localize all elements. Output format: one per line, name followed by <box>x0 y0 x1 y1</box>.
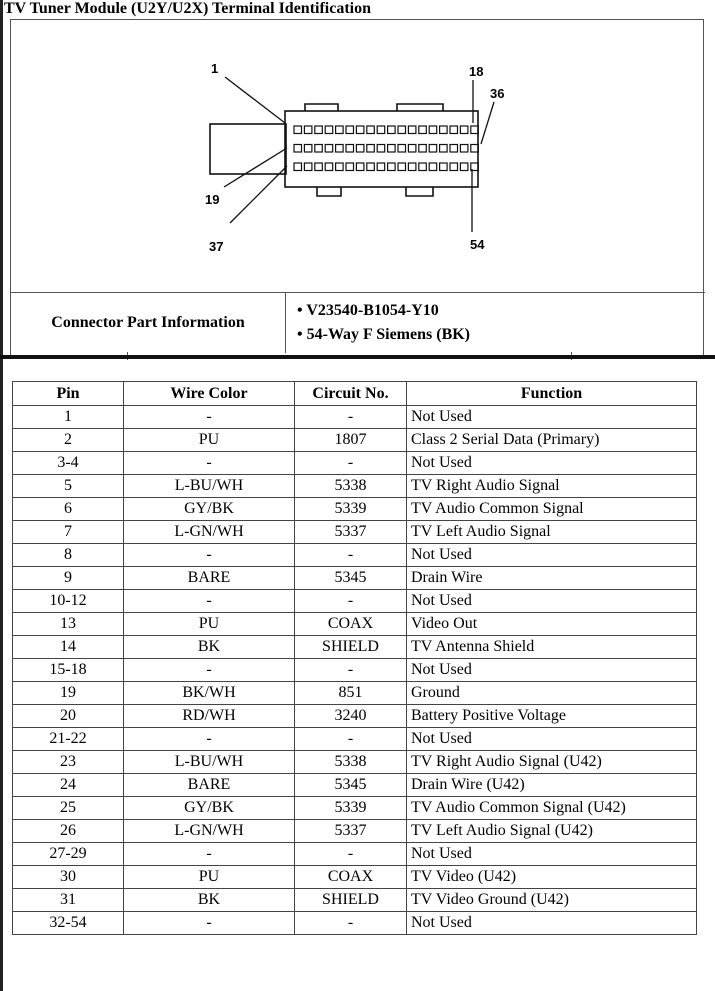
table-row <box>13 889 697 912</box>
cell-circuit-no: 1807 <box>295 429 407 452</box>
cell-wire-color: PU <box>124 613 295 636</box>
cell-circuit-no: COAX <box>295 613 407 636</box>
connector-latch <box>210 124 286 174</box>
cell-function: TV Right Audio Signal <box>407 475 697 498</box>
cell-circuit-no: 5337 <box>295 820 407 843</box>
cell-wire-color: RD/WH <box>124 705 295 728</box>
table-header-row <box>13 382 697 406</box>
connector-housing <box>285 111 478 187</box>
connector-drawing <box>11 20 705 292</box>
pin-cavity <box>294 126 302 134</box>
cell-wire-color: - <box>124 452 295 475</box>
header-function: Function <box>407 382 697 406</box>
cell-circuit-no: SHIELD <box>295 636 407 659</box>
cell-wire-color: L-BU/WH <box>124 475 295 498</box>
pin-cavity <box>408 126 416 134</box>
cell-function: Not Used <box>407 452 697 475</box>
cell-wire-color: - <box>124 544 295 567</box>
cell-circuit-no: 5339 <box>295 498 407 521</box>
pin-cavity <box>336 126 344 134</box>
cell-pin: 21-22 <box>13 728 124 751</box>
pin-cavity <box>367 145 375 153</box>
cell-pin: 7 <box>13 521 124 544</box>
table-row <box>13 751 697 774</box>
cell-wire-color: BK/WH <box>124 682 295 705</box>
cell-pin: 24 <box>13 774 124 797</box>
pin-cavity <box>356 163 364 171</box>
cell-pin: 9 <box>13 567 124 590</box>
cell-function: TV Video (U42) <box>407 866 697 889</box>
connector-part-info-label: Connector Part Information <box>11 293 286 353</box>
pin-cavity <box>450 163 458 171</box>
pin-label-54: 54 <box>470 237 485 252</box>
table-row <box>13 429 697 452</box>
pin-cavity <box>429 163 437 171</box>
cell-pin: 26 <box>13 820 124 843</box>
pin-cavity <box>398 126 406 134</box>
pin-cavity <box>460 126 468 134</box>
cell-function: Not Used <box>407 544 697 567</box>
table-row <box>13 912 697 935</box>
cell-circuit-no: 5345 <box>295 567 407 590</box>
table-row <box>13 590 697 613</box>
cell-wire-color: L-GN/WH <box>124 820 295 843</box>
pin-label-37: 37 <box>209 239 224 254</box>
table-row <box>13 544 697 567</box>
pin-cavity <box>346 126 354 134</box>
cell-pin: 10-12 <box>13 590 124 613</box>
cell-pin: 6 <box>13 498 124 521</box>
table-row <box>13 843 697 866</box>
table-row <box>13 705 697 728</box>
cell-circuit-no: 5337 <box>295 521 407 544</box>
cell-pin: 20 <box>13 705 124 728</box>
connector-description: • 54-Way F Siemens (BK) <box>297 323 470 347</box>
header-pin: Pin <box>13 382 124 406</box>
cell-function: Ground <box>407 682 697 705</box>
cell-wire-color: - <box>124 406 295 429</box>
table-row <box>13 452 697 475</box>
cell-wire-color: - <box>124 912 295 935</box>
cell-pin: 13 <box>13 613 124 636</box>
pin-cavity <box>346 163 354 171</box>
pin-cavity <box>294 145 302 153</box>
cell-function: Not Used <box>407 406 697 429</box>
table-row <box>13 636 697 659</box>
cell-circuit-no: 5338 <box>295 475 407 498</box>
cell-function: TV Left Audio Signal <box>407 521 697 544</box>
connector-part-info-values <box>297 299 470 347</box>
pin-cavity <box>325 163 333 171</box>
pin-cavity <box>388 163 396 171</box>
pin-cavity <box>377 126 385 134</box>
pin-cavity <box>419 163 427 171</box>
pin-label-36: 36 <box>490 86 505 101</box>
cell-wire-color: BARE <box>124 567 295 590</box>
table-row <box>13 475 697 498</box>
pin-cavity <box>294 163 302 171</box>
pin-cavity <box>460 163 468 171</box>
cell-circuit-no: 5339 <box>295 797 407 820</box>
pin-cavity <box>315 145 323 153</box>
cell-function: Battery Positive Voltage <box>407 705 697 728</box>
cell-function: Not Used <box>407 590 697 613</box>
table-row <box>13 728 697 751</box>
table-row <box>13 406 697 429</box>
cell-circuit-no: - <box>295 406 407 429</box>
pin-cavity <box>419 126 427 134</box>
cell-circuit-no: 3240 <box>295 705 407 728</box>
cell-function: Class 2 Serial Data (Primary) <box>407 429 697 452</box>
table-row <box>13 498 697 521</box>
header-circuit-no: Circuit No. <box>295 382 407 406</box>
pin-cavity <box>471 126 479 134</box>
pin-cavity <box>471 145 479 153</box>
pin-cavity <box>377 145 385 153</box>
cell-function: TV Left Audio Signal (U42) <box>407 820 697 843</box>
pin-cavity <box>419 145 427 153</box>
cell-circuit-no: - <box>295 544 407 567</box>
table-row <box>13 682 697 705</box>
cell-function: Video Out <box>407 613 697 636</box>
pin-cavity <box>325 145 333 153</box>
document-title: TV Tuner Module (U2Y/U2X) Terminal Identification <box>4 0 372 17</box>
cell-pin: 30 <box>13 866 124 889</box>
cell-function: Not Used <box>407 912 697 935</box>
cell-wire-color: - <box>124 843 295 866</box>
pin-cavity <box>336 163 344 171</box>
cell-wire-color: GY/BK <box>124 498 295 521</box>
pin-cavity <box>440 163 448 171</box>
header-wire-color: Wire Color <box>124 382 295 406</box>
pin-table <box>12 381 697 935</box>
pin-cavity <box>367 163 375 171</box>
cell-circuit-no: - <box>295 659 407 682</box>
connector-part-number: • V23540-B1054-Y10 <box>297 299 470 323</box>
cell-circuit-no: - <box>295 728 407 751</box>
pin-label-19: 19 <box>205 192 220 207</box>
cell-wire-color: L-GN/WH <box>124 521 295 544</box>
cell-pin: 1 <box>13 406 124 429</box>
cell-wire-color: PU <box>124 866 295 889</box>
cell-function: Not Used <box>407 728 697 751</box>
pin-cavity <box>388 145 396 153</box>
cell-wire-color: - <box>124 659 295 682</box>
pin-cavity <box>315 163 323 171</box>
cell-function: TV Antenna Shield <box>407 636 697 659</box>
cell-pin: 2 <box>13 429 124 452</box>
cell-function: TV Right Audio Signal (U42) <box>407 751 697 774</box>
pin-label-18: 18 <box>469 64 484 79</box>
pin-cavity <box>377 163 385 171</box>
pin-cavity <box>429 145 437 153</box>
table-row <box>13 567 697 590</box>
cell-wire-color: BK <box>124 889 295 912</box>
cell-wire-color: - <box>124 728 295 751</box>
cell-wire-color: BARE <box>124 774 295 797</box>
cell-pin: 23 <box>13 751 124 774</box>
connector-figure <box>11 20 705 292</box>
cell-function: Not Used <box>407 843 697 866</box>
pin-cavity <box>336 145 344 153</box>
cell-circuit-no: 851 <box>295 682 407 705</box>
page-left-border <box>0 0 3 991</box>
pin-cavity <box>440 145 448 153</box>
cell-wire-color: BK <box>124 636 295 659</box>
cell-function: TV Audio Common Signal <box>407 498 697 521</box>
cell-circuit-no: - <box>295 452 407 475</box>
cell-function: Drain Wire <box>407 567 697 590</box>
cell-pin: 14 <box>13 636 124 659</box>
table-row <box>13 659 697 682</box>
cell-pin: 3-4 <box>13 452 124 475</box>
table-row <box>13 820 697 843</box>
pin-cavity <box>440 126 448 134</box>
pin-cavity <box>304 163 312 171</box>
pin-cavity <box>367 126 375 134</box>
pin-cavity <box>429 126 437 134</box>
cell-pin: 32-54 <box>13 912 124 935</box>
pin-cavity <box>304 145 312 153</box>
cell-pin: 31 <box>13 889 124 912</box>
cell-circuit-no: - <box>295 590 407 613</box>
pin-cavity <box>346 145 354 153</box>
cell-function: TV Video Ground (U42) <box>407 889 697 912</box>
cell-pin: 19 <box>13 682 124 705</box>
cell-function: Not Used <box>407 659 697 682</box>
pin-cavity <box>315 126 323 134</box>
table-row <box>13 521 697 544</box>
connector-part-info <box>11 292 705 360</box>
pin-cavity <box>450 145 458 153</box>
connector-diagram-panel <box>10 19 704 358</box>
section-separator <box>0 355 715 359</box>
pin-cavity <box>408 163 416 171</box>
pin-cavity <box>388 126 396 134</box>
pin-cavity <box>398 145 406 153</box>
pin-cavity <box>325 126 333 134</box>
pin-grid <box>294 126 478 171</box>
pin-cavity <box>460 145 468 153</box>
cell-circuit-no: - <box>295 912 407 935</box>
pin-cavity <box>398 163 406 171</box>
cell-function: Drain Wire (U42) <box>407 774 697 797</box>
table-row <box>13 866 697 889</box>
cell-wire-color: PU <box>124 429 295 452</box>
cell-circuit-no: COAX <box>295 866 407 889</box>
table-row <box>13 797 697 820</box>
pin-table-body <box>13 406 697 935</box>
cell-function: TV Audio Common Signal (U42) <box>407 797 697 820</box>
cell-pin: 15-18 <box>13 659 124 682</box>
pin-cavity <box>450 126 458 134</box>
cell-wire-color: - <box>124 590 295 613</box>
cell-pin: 27-29 <box>13 843 124 866</box>
table-row <box>13 774 697 797</box>
cell-wire-color: GY/BK <box>124 797 295 820</box>
pin-label-1: 1 <box>211 61 219 76</box>
cell-pin: 25 <box>13 797 124 820</box>
cell-wire-color: L-BU/WH <box>124 751 295 774</box>
cell-circuit-no: SHIELD <box>295 889 407 912</box>
pin-cavity <box>356 145 364 153</box>
cell-pin: 8 <box>13 544 124 567</box>
pin-cavity <box>304 126 312 134</box>
cell-circuit-no: 5338 <box>295 751 407 774</box>
pin-cavity <box>356 126 364 134</box>
pin-cavity <box>408 145 416 153</box>
table-row <box>13 613 697 636</box>
cell-pin: 5 <box>13 475 124 498</box>
cell-circuit-no: - <box>295 843 407 866</box>
cell-circuit-no: 5345 <box>295 774 407 797</box>
